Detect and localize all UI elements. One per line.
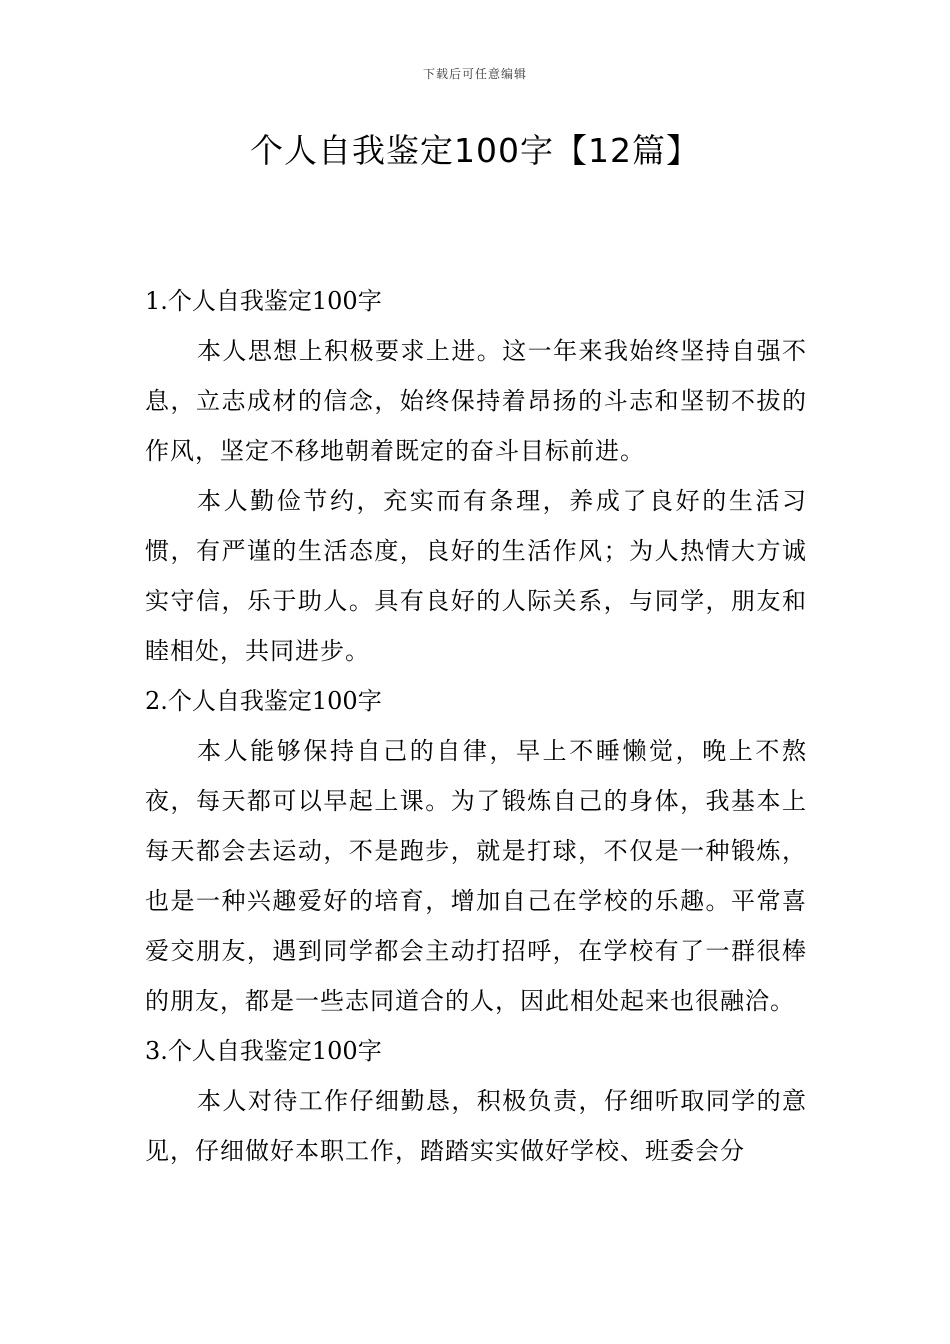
header-note: 下载后可任意编辑	[422, 67, 527, 81]
paragraph: 本人勤俭节约，充实而有条理，养成了良好的生活习惯，有严谨的生活态度，良好的生活作风；为人热情大方诚实守信，乐于助人。具有良好的人际关系，与同学，朋友和睦相处，共同进步。	[145, 487, 807, 665]
paragraph: 本人思想上积极要求上进。这一年来我始终坚持自强不息，立志成材的信念，始终保持着昂扬的斗志和坚韧不拔的作风，坚定不移地朝着既定的奋斗目标前进。	[145, 337, 807, 465]
section-3	[145, 1026, 807, 1176]
section-heading: 3.个人自我鉴定100字	[145, 1037, 382, 1065]
section-heading: 2.个人自我鉴定100字	[145, 687, 382, 715]
paragraph: 本人对待工作仔细勤恳，积极负责，仔细听取同学的意见，仔细做好本职工作，踏踏实实做好学校、班委会分	[145, 1087, 807, 1165]
document-body	[145, 276, 807, 1176]
section-2	[145, 676, 807, 1026]
section-heading: 1.个人自我鉴定100字	[145, 287, 382, 315]
document-title: 个人自我鉴定100字【12篇】	[250, 131, 700, 170]
section-1	[145, 276, 807, 676]
paragraph: 本人能够保持自己的自律，早上不睡懒觉，晚上不熬夜，每天都可以早起上课。为了锻炼自己的身体，我基本上每天都会去运动，不是跑步，就是打球，不仅是一种锻炼，也是一种兴趣爱好的培育，增加自己在学校的乐趣。平常喜爱交朋友，遇到同学都会主动打招呼，在学校有了一群很棒的朋友，都是一些志同道合的人，因此相处起来也很融洽。	[145, 737, 807, 1015]
